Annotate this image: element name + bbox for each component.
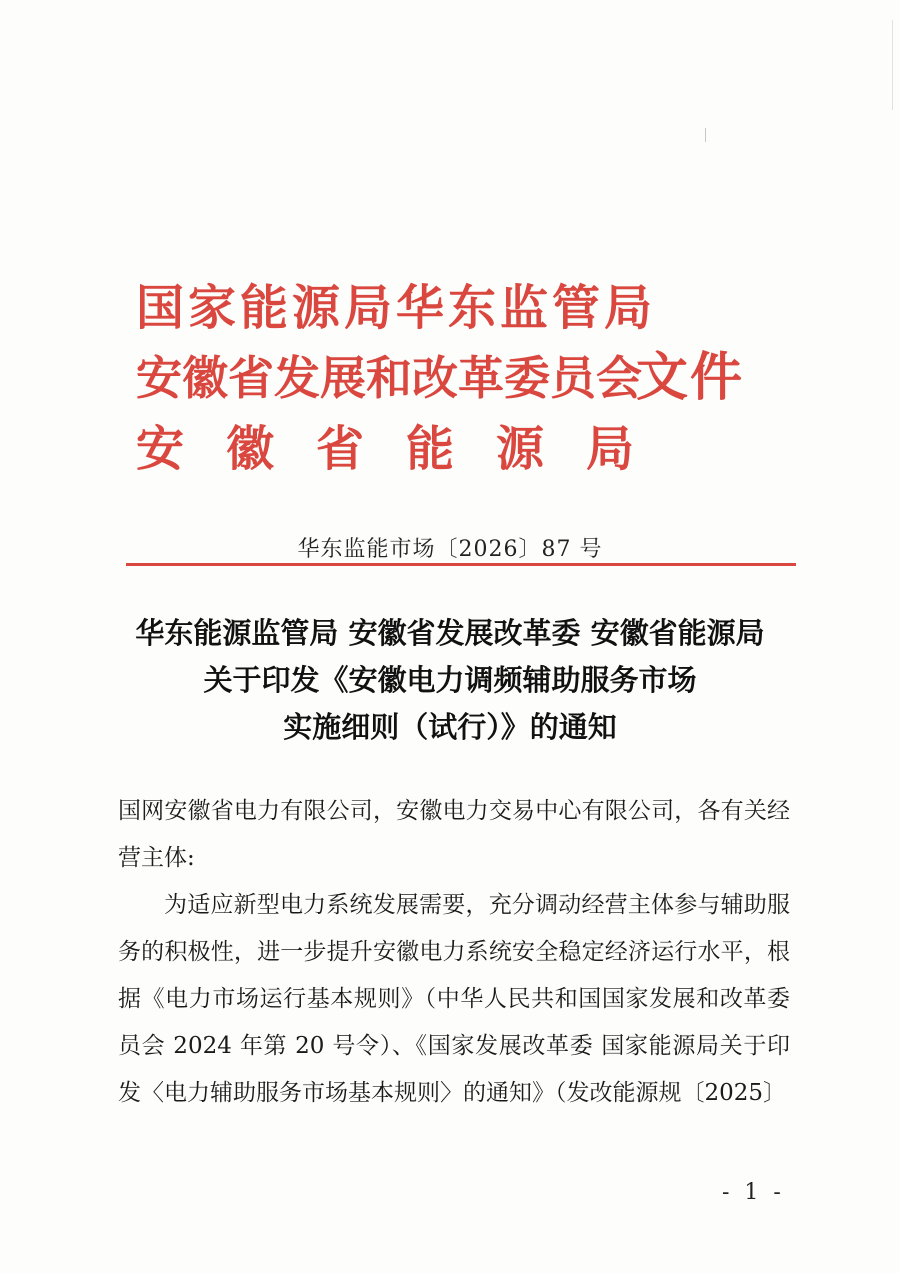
body-paragraph: 为适应新型电力系统发展需要，充分调动经营主体参与辅助服务的积极性，进一步提升安徽电力系统安全稳定经济运行水平，根据《电力市场运行基本规则》（中华人民共和国国家发展和改革委员会 2024 年第 20 号令）、《国家发展改革委 国家能源局关于印发〈电力辅助服务市场基本规则〉的通知》（发改能源规〔2025〕: [118, 892, 790, 1106]
issuer-line-2: 安徽省发展和改革委员会: [136, 351, 642, 405]
header-red-rule: [126, 563, 796, 566]
document-title: [90, 610, 810, 751]
salutation: 国网安徽省电力有限公司，安徽电力交易中心有限公司，各有关经营主体:: [118, 798, 790, 871]
issuer-line-1: 国家能源局华东监管局: [136, 280, 657, 336]
issuer-file-word: 文件: [636, 347, 745, 408]
page-number: - 1 -: [722, 1180, 785, 1205]
scan-artifact-mark: [892, 20, 893, 110]
document-number: 华东监能市场〔2026〕87 号: [297, 537, 603, 562]
title-line-2: 关于印发《安徽电力调频辅助服务市场: [203, 663, 697, 697]
document-body: [118, 788, 790, 1117]
scan-artifact-mark: [705, 128, 706, 142]
title-line-3: 实施细则（试行）》的通知: [283, 710, 617, 744]
issuer-line-3: 安徽省能源局: [136, 421, 677, 477]
title-line-1: 华东能源监管局 安徽省发展改革委 安徽省能源局: [135, 616, 765, 650]
